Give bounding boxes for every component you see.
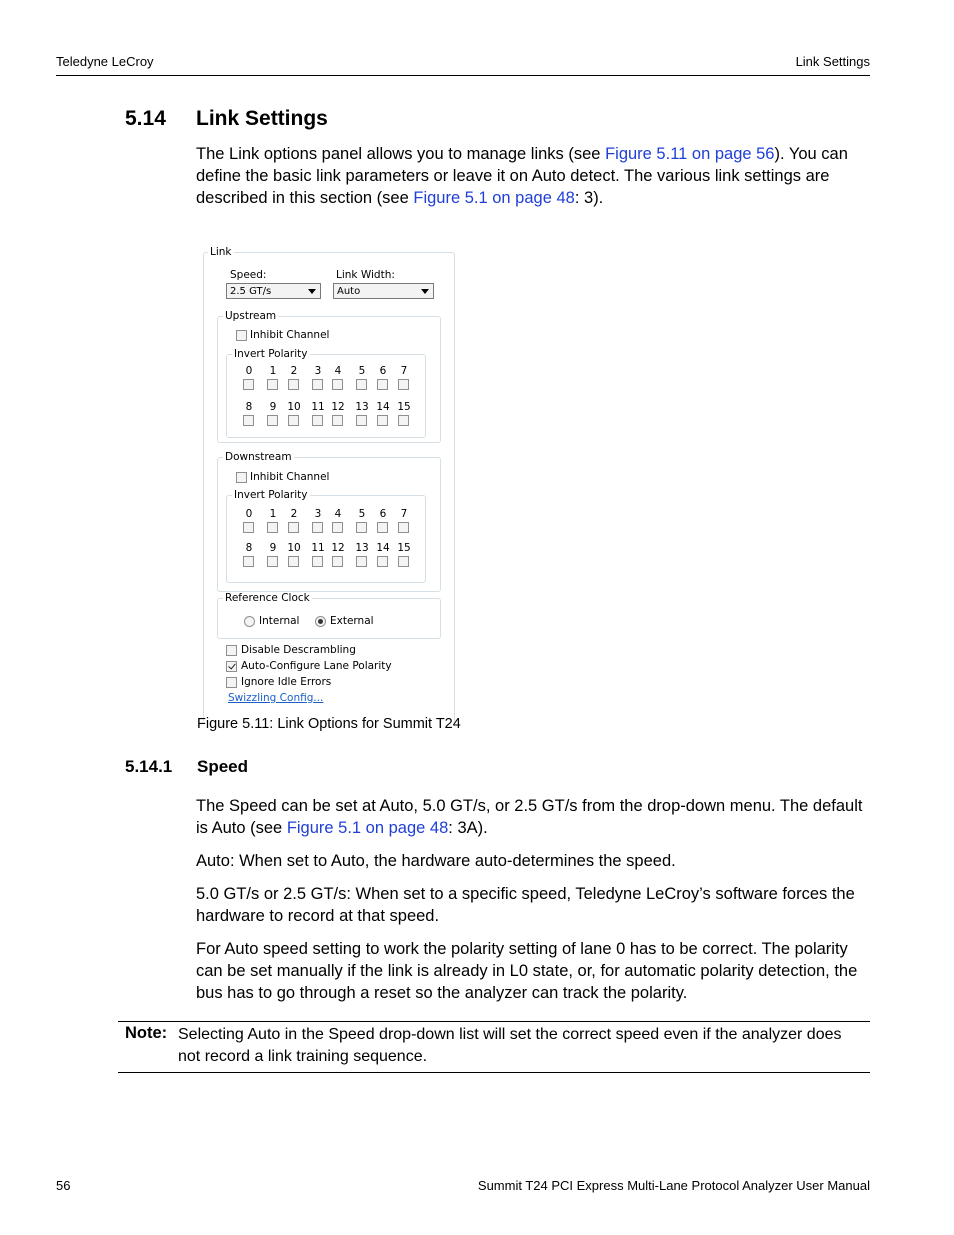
speed-label: Speed: [230, 269, 267, 281]
link-width-value: Auto [337, 286, 361, 297]
speed-paragraph-2: Auto: When set to Auto, the hardware auto-determines the speed. [196, 852, 676, 870]
upstream-lane-number: 12 [331, 401, 345, 413]
subsection-title: Speed [197, 757, 249, 776]
upstream-lane-number: 5 [358, 365, 366, 377]
section-title: Link Settings [196, 107, 328, 130]
downstream-inhibit-checkbox[interactable] [236, 472, 247, 483]
reference-clock-title: Reference Clock [225, 592, 310, 604]
external-radio[interactable] [315, 616, 326, 627]
upstream-lane-checkbox[interactable] [288, 379, 299, 390]
chevron-down-icon [421, 289, 429, 294]
chevron-down-icon [308, 289, 316, 294]
upstream-lane-number: 13 [355, 401, 369, 413]
downstream-lane-number: 8 [245, 542, 253, 554]
intro-text-a: The Link options panel allows you to manage links (see [196, 145, 606, 163]
downstream-lane-checkbox[interactable] [243, 556, 254, 567]
header-rule [56, 75, 870, 76]
upstream-lane-number: 6 [379, 365, 387, 377]
note-text-line-2: not record a link training sequence. [178, 1048, 428, 1065]
footer-page-number: 56 [56, 1178, 71, 1193]
downstream-lane-checkbox[interactable] [312, 522, 323, 533]
footer-manual-title: Summit T24 PCI Express Multi-Lane Protocol Analyzer User Manual [477, 1178, 870, 1193]
note-text-line-1: Selecting Auto in the Speed drop-down list will set the correct speed even if the analyzer does [178, 1026, 842, 1043]
upstream-lane-checkbox[interactable] [332, 415, 343, 426]
upstream-lane-number: 3 [314, 365, 322, 377]
upstream-lane-number: 10 [287, 401, 301, 413]
link-width-label: Link Width: [336, 269, 395, 281]
note-bottom-rule [118, 1072, 870, 1073]
downstream-lane-number: 0 [245, 508, 253, 520]
downstream-lane-number: 12 [331, 542, 345, 554]
header-right: Link Settings [795, 54, 870, 69]
link-group-title: Link [210, 246, 232, 258]
upstream-lane-checkbox[interactable] [356, 379, 367, 390]
upstream-lane-number: 11 [311, 401, 325, 413]
speed-text-b: : 3A). [448, 819, 488, 837]
figure-caption: Figure 5.11: Link Options for Summit T24 [197, 716, 461, 732]
speed-dropdown[interactable] [226, 283, 321, 299]
downstream-lane-number: 4 [334, 508, 342, 520]
downstream-lane-number: 3 [314, 508, 322, 520]
upstream-inhibit-checkbox[interactable] [236, 330, 247, 341]
downstream-lane-checkbox[interactable] [377, 556, 388, 567]
upstream-lane-number: 1 [269, 365, 277, 377]
downstream-lane-checkbox[interactable] [332, 556, 343, 567]
downstream-lane-number: 14 [376, 542, 390, 554]
disable-descrambling-label: Disable Descrambling [241, 644, 356, 656]
external-label: External [330, 615, 374, 627]
downstream-lane-number: 2 [290, 508, 298, 520]
upstream-lane-checkbox[interactable] [356, 415, 367, 426]
upstream-lane-number: 15 [397, 401, 411, 413]
downstream-lane-checkbox[interactable] [312, 556, 323, 567]
downstream-lane-number: 13 [355, 542, 369, 554]
speed-value: 2.5 GT/s [230, 286, 272, 297]
upstream-polarity-title: Invert Polarity [234, 348, 308, 360]
speed-text-a: The Speed can be set at Auto, 5.0 GT/s, or 2.5 GT/s from the drop-down menu. The default is Auto (see [196, 797, 863, 837]
downstream-lane-checkbox[interactable] [398, 556, 409, 567]
downstream-lane-checkbox[interactable] [377, 522, 388, 533]
downstream-lane-checkbox[interactable] [332, 522, 343, 533]
note-top-rule [118, 1021, 870, 1022]
intro-paragraph [196, 143, 868, 209]
downstream-lane-number: 9 [269, 542, 277, 554]
downstream-title: Downstream [225, 451, 292, 463]
upstream-lane-checkbox[interactable] [377, 379, 388, 390]
upstream-lane-checkbox[interactable] [243, 379, 254, 390]
upstream-lane-number: 0 [245, 365, 253, 377]
upstream-lane-checkbox[interactable] [267, 379, 278, 390]
subsection-number: 5.14.1 [125, 757, 173, 776]
auto-configure-label: Auto-Configure Lane Polarity [241, 660, 392, 672]
ignore-idle-checkbox[interactable] [226, 677, 237, 688]
figure-5-11-link[interactable]: Figure 5.11 on page 56 [605, 145, 775, 163]
downstream-lane-checkbox[interactable] [267, 556, 278, 567]
section-intro [196, 143, 868, 220]
downstream-lane-number: 5 [358, 508, 366, 520]
upstream-lane-checkbox[interactable] [312, 415, 323, 426]
figure-5-1-link[interactable]: Figure 5.1 on page 48 [413, 189, 575, 207]
note-label: Note: [125, 1024, 168, 1042]
downstream-lane-number: 1 [269, 508, 277, 520]
downstream-lane-checkbox[interactable] [267, 522, 278, 533]
downstream-polarity-title: Invert Polarity [234, 489, 308, 501]
downstream-lane-number: 6 [379, 508, 387, 520]
speed-paragraph-4: For Auto speed setting to work the polarity setting of lane 0 has to be correct. The polarity can be set manually if the link is already in L0 state, or, for automatic polarity detection, the bus has to go through a reset so the analyzer can track the polarity. [196, 940, 858, 1002]
internal-label: Internal [259, 615, 300, 627]
upstream-lane-checkbox[interactable] [332, 379, 343, 390]
downstream-lane-checkbox[interactable] [398, 522, 409, 533]
upstream-lane-checkbox[interactable] [288, 415, 299, 426]
note-text [178, 1024, 868, 1068]
intro-text-b: ). You can define the basic link parameters or leave it on Auto detect. The various link settings are described in this section (see [196, 145, 848, 207]
downstream-lane-checkbox[interactable] [243, 522, 254, 533]
upstream-lane-checkbox[interactable] [312, 379, 323, 390]
downstream-lane-checkbox[interactable] [288, 556, 299, 567]
upstream-lane-checkbox[interactable] [267, 415, 278, 426]
speed-section-body [196, 795, 868, 1015]
downstream-lane-number: 11 [311, 542, 325, 554]
header-left: Teledyne LeCroy [56, 54, 154, 69]
downstream-lane-number: 7 [400, 508, 408, 520]
upstream-lane-number: 14 [376, 401, 390, 413]
upstream-inhibit-label: Inhibit Channel [250, 329, 330, 341]
downstream-lane-checkbox[interactable] [288, 522, 299, 533]
upstream-title: Upstream [225, 310, 277, 322]
upstream-lane-checkbox[interactable] [398, 415, 409, 426]
downstream-lane-checkbox[interactable] [356, 556, 367, 567]
figure-5-1-link-speed[interactable]: Figure 5.1 on page 48 [286, 819, 449, 837]
downstream-inhibit-label: Inhibit Channel [250, 471, 330, 483]
disable-descrambling-checkbox[interactable] [226, 645, 237, 656]
swizzling-config-link[interactable]: Swizzling Config... [228, 692, 324, 704]
upstream-lane-number: 7 [400, 365, 408, 377]
intro-text-c: : 3). [574, 189, 604, 207]
upstream-lane-checkbox[interactable] [243, 415, 254, 426]
upstream-lane-number: 4 [334, 365, 342, 377]
upstream-lane-checkbox[interactable] [377, 415, 388, 426]
upstream-lane-number: 8 [245, 401, 253, 413]
upstream-lane-number: 2 [290, 365, 298, 377]
section-number: 5.14 [125, 107, 166, 130]
speed-paragraph-1 [196, 795, 868, 839]
downstream-lane-checkbox[interactable] [356, 522, 367, 533]
link-width-dropdown[interactable] [333, 283, 434, 299]
link-options-panel [200, 245, 456, 708]
downstream-lane-number: 10 [287, 542, 301, 554]
downstream-lane-number: 15 [397, 542, 411, 554]
ignore-idle-label: Ignore Idle Errors [241, 676, 332, 688]
internal-radio[interactable] [244, 616, 255, 627]
upstream-lane-checkbox[interactable] [398, 379, 409, 390]
auto-configure-checkbox[interactable] [226, 661, 237, 672]
speed-paragraph-3: 5.0 GT/s or 2.5 GT/s: When set to a specific speed, Teledyne LeCroy’s software forces the hardware to record at that speed. [196, 885, 855, 925]
upstream-lane-number: 9 [269, 401, 277, 413]
